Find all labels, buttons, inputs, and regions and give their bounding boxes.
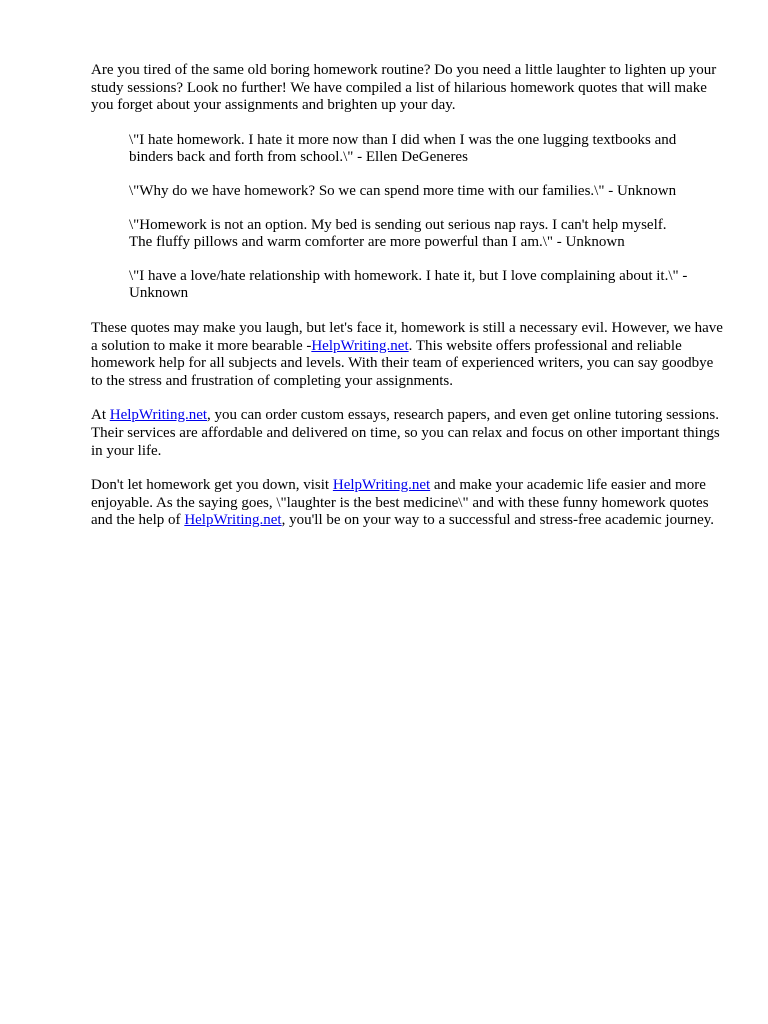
helpwriting-link-1[interactable]: HelpWriting.net	[311, 337, 409, 354]
helpwriting-link-2[interactable]: HelpWriting.net	[109, 407, 208, 424]
quote-families: \"Why do we have homework? So we can spend more time with our families.\" - Unknown	[129, 182, 677, 199]
solution-text-before: These quotes may make you laugh, but let's face it, homework is still a necessary evil. However, we have a solution to make it more bearable -	[91, 319, 723, 354]
closing-paragraph	[91, 477, 727, 530]
helpwriting-link-3[interactable]: HelpWriting.net	[332, 477, 431, 494]
quote-ellen-degeneres: \"I hate homework. I hate it more now than I did when I was the one lugging textbooks and binders back and forth from school.\" - Ellen DeGeneres	[129, 131, 677, 166]
quote-nap-rays: \"Homework is not an option. My bed is sending out serious nap rays. I can't help myself. The fluffy pillows and warm comforter are more powerful than I am.\" - Unknown	[129, 216, 667, 251]
helpwriting-link-4[interactable]: HelpWriting.net	[184, 512, 282, 529]
services-text-after: , you can order custom essays, research papers, and even get online tutoring sessions. Their services are affordable and delivered on time, so you can relax and focus on other important things in your life.	[91, 407, 720, 459]
services-text-before: At	[91, 407, 110, 424]
closing-text-after: , you'll be on your way to a successful and stress-free academic journey.	[281, 512, 715, 529]
document-page	[91, 62, 727, 547]
intro-paragraph: Are you tired of the same old boring homework routine? Do you need a little laughter to lighten up your study sessions? Look no further! We have compiled a list of hilarious homework quotes that will make you forget about your assignments and brighten up your day.	[91, 62, 717, 114]
solution-paragraph	[91, 320, 727, 390]
solution-text-after: . This website offers professional and reliable homework help for all subjects and levels. With their team of experienced writers, you can say goodbye to the stress and frustration of completing your assignments.	[91, 337, 714, 389]
services-paragraph	[91, 407, 727, 460]
quote-love-hate: \"I have a love/hate relationship with homework. I hate it, but I love complaining about it.\" - Unknown	[129, 267, 688, 302]
closing-text-before: Don't let homework get you down, visit	[91, 477, 333, 494]
closing-text-middle: and make your academic life easier and more enjoyable. As the saying goes, \"laughter is the best medicine\" and with these funny homework quotes and the help of	[91, 477, 709, 529]
